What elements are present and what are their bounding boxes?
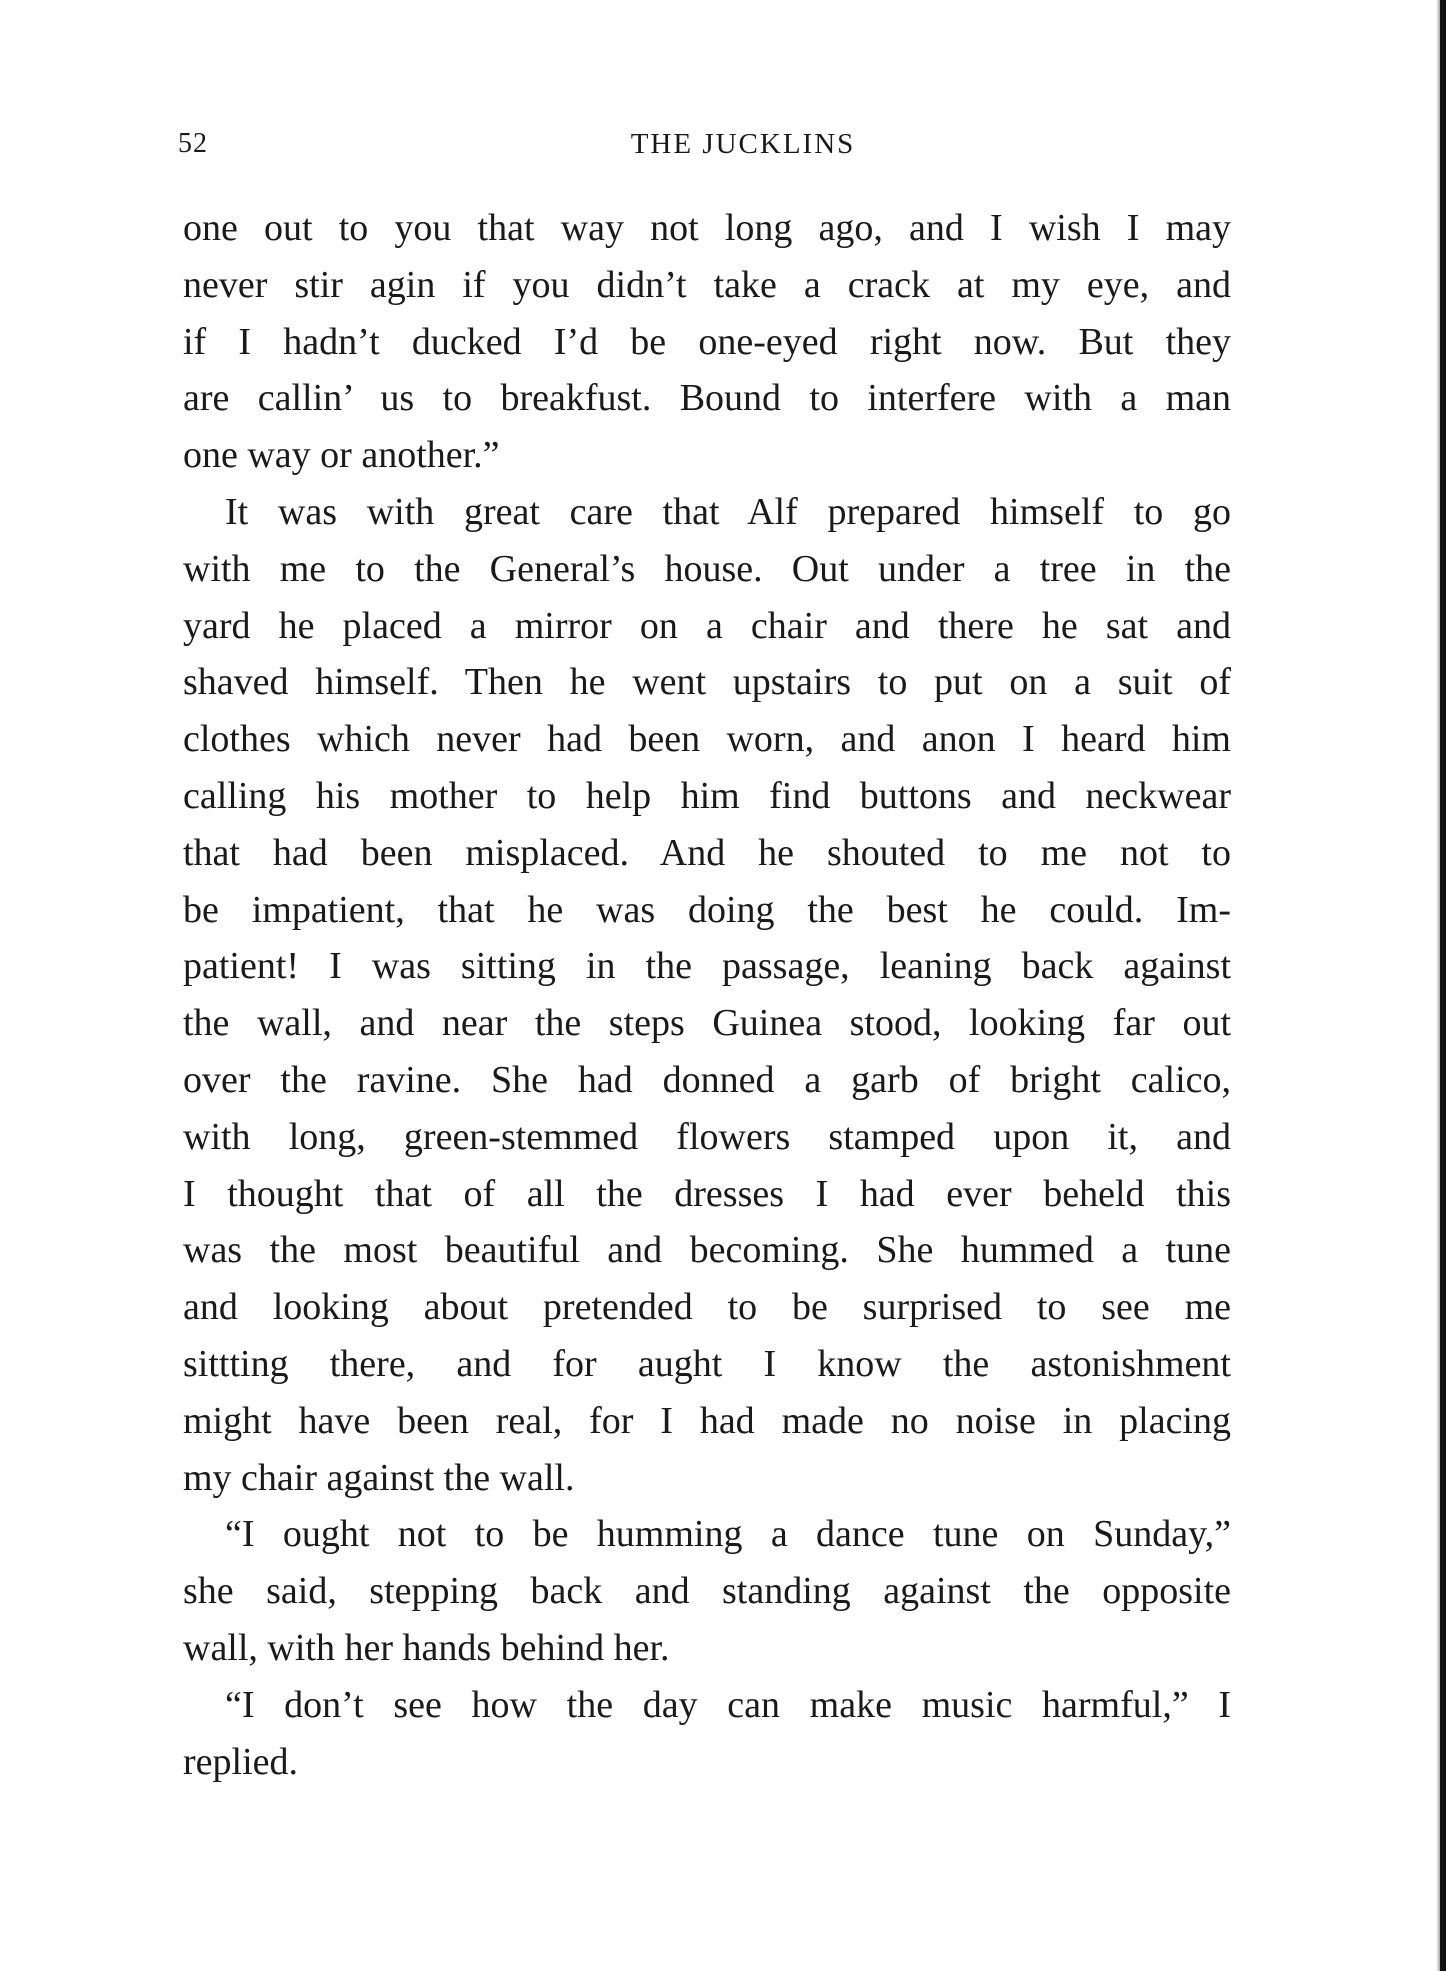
text-line: was the most beautiful and becoming. She hummed a tune [183,1229,1231,1272]
text-line: I thought that of all the dresses I had ever beheld this [183,1172,1231,1215]
text-line: with me to the General’s house. Out under a tree in the [183,547,1231,590]
text-line: with long, green-stemmed flowers stamped upon it, and [183,1115,1231,1158]
text-line: clothes which never had been worn, and anon I heard him [183,718,1231,761]
text-line: shaved himself. Then he went upstairs to put on a suit of [183,661,1231,704]
text-line: calling his mother to help him find buttons and neckwear [183,774,1231,817]
text-line: one out to you that way not long ago, and I wish I may [183,207,1231,249]
text-line: replied. [183,1740,299,1783]
page-number: 52 [178,128,208,159]
text-line: she said, stepping back and standing against the opposite [183,1570,1231,1613]
text-line: “I don’t see how the day can make music harmful,” I [225,1683,1231,1726]
text-line: are callin’ us to breakfust. Bound to interfere with a man [183,377,1231,420]
text-line: might have been real, for I had made no noise in placing [183,1399,1231,1442]
text-line: my chair against the wall. [183,1456,575,1499]
text-line: the wall, and near the steps Guinea stood, looking far out [183,1002,1231,1045]
book-title: THE JUCKLINS [630,128,856,160]
text-line: be impatient, that he was doing the best he could. Im- [183,888,1231,931]
text-line: yard he placed a mirror on a chair and there he sat and [183,604,1231,647]
text-line: sittting there, and for aught I know the astonishment [183,1342,1231,1385]
running-head [178,128,1238,168]
body-text [183,200,1231,1790]
text-line: never stir agin if you didn’t take a crack at my eye, and [183,263,1231,306]
text-line: if I hadn’t ducked I’d be one-eyed right now. But they [183,320,1231,363]
text-line: that had been misplaced. And he shouted to me not to [183,831,1231,874]
text-line: over the ravine. She had donned a garb of bright calico, [183,1058,1231,1101]
text-line: It was with great care that Alf prepared himself to go [225,490,1231,533]
page-edge-shadow [1440,0,1446,1971]
text-line: wall, with her hands behind her. [183,1626,670,1669]
text-line: one way or another.” [183,434,500,477]
text-line: patient! I was sitting in the passage, leaning back against [183,945,1231,988]
text-line: “I ought not to be humming a dance tune on Sunday,” [225,1513,1231,1556]
text-line: and looking about pretended to be surprised to see me [183,1286,1231,1329]
